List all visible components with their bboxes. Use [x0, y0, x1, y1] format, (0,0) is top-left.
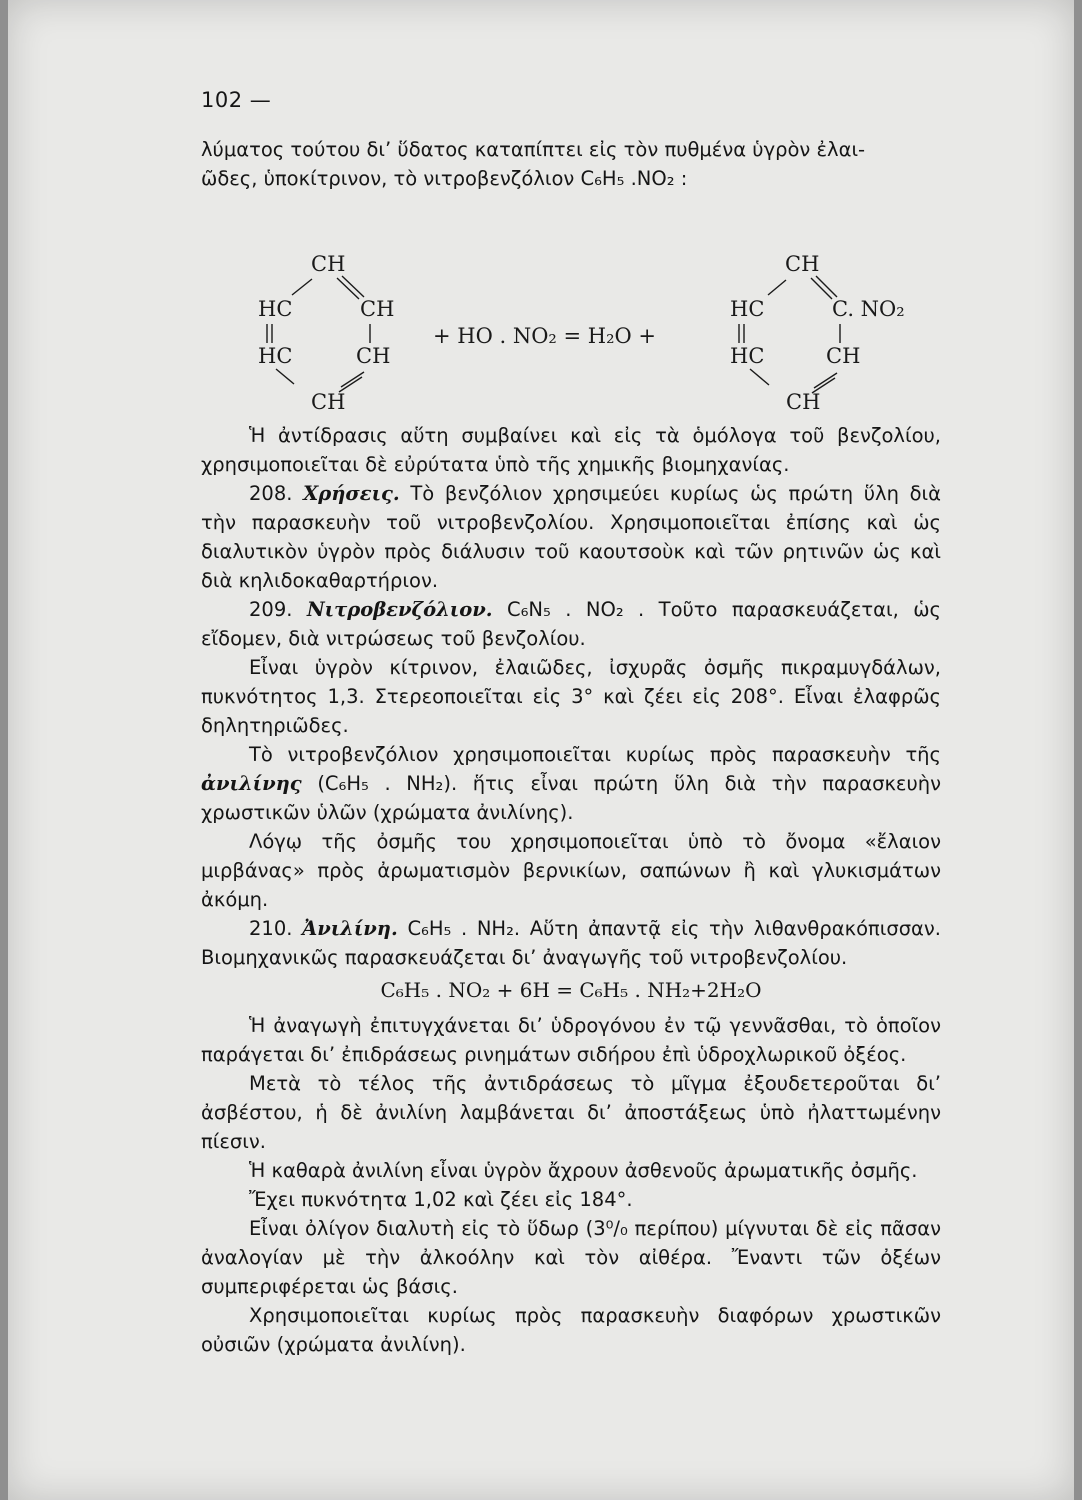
page-body [201, 135, 941, 1359]
section-210-title: Ἀνιλίνη. [302, 917, 398, 940]
intro-line-1: λύματος τούτου δι’ ὕδατος καταπίπτει εἰς τὸν πυθμένα ὑγρὸν ἐλαι- [201, 138, 866, 161]
section-208-title: Χρήσεις. [303, 482, 400, 505]
section-209-number: 209. [249, 598, 293, 621]
benzene-structure [258, 252, 394, 414]
reaction-diagram [201, 193, 941, 421]
section-209-text: C₆N₅ . NO₂ . Τοῦτο παρασκευάζεται, ὡς εἴδομεν, διὰ νιτρώσεως τοῦ βενζολίου. [201, 598, 942, 650]
nitrobenzene-bottom: CH [786, 390, 821, 414]
paragraph-solubility: Εἶναι ὀλίγον διαλυτὴ εἰς τὸ ὕδωρ (3⁰/₀ περίπου) μίγνυται δὲ εἰς πᾶσαν ἀναλογίαν μὲ τὴν ἀλκοόλην καὶ τὸν αἰθέρα. Ἔναντι τῶν ὀξέων συμπεριφέρεται ὡς βάσις. [201, 1217, 941, 1298]
nitrobenzene-top: CH [785, 252, 820, 276]
nitrobenzene-right-upper: C. NO₂ [832, 297, 905, 321]
benzene-top: CH [311, 252, 346, 276]
paragraph-aniline-use [201, 740, 941, 827]
section-209-title: Νιτροβενζόλιον. [306, 598, 493, 621]
paragraph-density: Ἔχει πυκνότητα 1,02 καὶ ζέει εἰς 184°. [249, 1188, 633, 1211]
section-209 [201, 595, 941, 653]
section-208 [201, 479, 941, 595]
nitrobenzene-left-upper: HC [730, 297, 765, 321]
section-208-number: 208. [249, 482, 293, 505]
reaction-middle: + HO . NO₂ = H₂O + [433, 324, 657, 348]
paragraph-reduction: Ἡ ἀναγωγὴ ἐπιτυγχάνεται δι’ ὑδρογόνου ἐν τῷ γεννᾶσθαι, τὸ ὁποῖον παράγεται δι’ ἐπιδράσεως ρινημάτων σιδήρου ἐπὶ ὑδροχλωρικοῦ ὀξέος. [201, 1014, 941, 1066]
aniline-use-after: (C₆H₅ . NH₂). ἥτις εἶναι πρώτη ὕλη διὰ τὴν παρασκευὴν χρωστικῶν ὑλῶν (χρώματα ἀνιλίνης). [201, 772, 942, 824]
page-number: 102 — [201, 88, 272, 112]
intro-line-2: ῶδες, ὑποκίτρινον, τὸ νιτροβενζόλιον C₆H₅ .NO₂ : [201, 167, 688, 190]
section-210-text: C₆H₅ . NH₂. Αὕτη ἀπαντᾷ εἰς τὴν λιθανθρακόπισσαν. Βιομηχανικῶς παρασκευάζεται δι’ ἀναγωγῆς τοῦ νιτροβενζολίου. [201, 917, 941, 969]
paragraph-pure-aniline: Ἡ καθαρὰ ἀνιλίνη εἶναι ὑγρὸν ἄχρουν ἀσθενοῦς ἀρωματικῆς ὀσμῆς. [249, 1159, 918, 1182]
benzene-bottom: CH [311, 390, 346, 414]
paragraph-mirbane: Λόγῳ τῆς ὀσμῆς του χρησιμοποιεῖται ὑπὸ τὸ ὄνομα «ἔλαιον μιρβάνας» πρὸς ἀρωματισμὸν βερνικίων, σαπώνων ἢ καὶ γλυκισμάτων ἀκόμη. [201, 830, 941, 911]
paragraph-dyes: Χρησιμοποιεῖται κυρίως πρὸς παρασκευὴν διαφόρων χρωστικῶν οὐσιῶν (χρώματα ἀνιλίνη). [201, 1304, 941, 1356]
nitrobenzene-left-lower: HC [730, 344, 765, 368]
section-208-text: Τὸ βενζόλιον χρησιμεύει κυρίως ὡς πρώτη ὕλη διὰ τὴν παρασκευὴν τοῦ νιτροβενζολίου. Χρησιμοποιεῖται ἐπίσης καὶ ὡς διαλυτικὸν ὑγρὸν πρὸς διάλυσιν τοῦ καουτσοὺκ καὶ τῶν ρητινῶν ὡς καὶ διὰ κηλιδοκαθαρτήριον. [201, 482, 941, 592]
book-page [8, 0, 1074, 1500]
nitrobenzene-structure [730, 252, 905, 414]
benzene-left-upper: HC [258, 297, 293, 321]
reaction-svg [8, 183, 1082, 418]
benzene-right-upper: CH [360, 297, 395, 321]
paragraph-homologues: Ἡ ἀντίδρασις αὕτη συμβαίνει καὶ εἰς τὰ ὁμόλογα τοῦ βενζολίου, χρησιμοποιεῖται δὲ εὐρύτατα ὑπὸ τῆς χημικῆς βιομηχανίας. [201, 424, 941, 476]
benzene-left-lower: HC [258, 344, 293, 368]
paragraph-neutralization: Μετὰ τὸ τέλος τῆς ἀντιδράσεως τὸ μῖγμα ἐξουδετεροῦται δι’ ἀσβέστου, ἡ δὲ ἀνιλίνη λαμβάνεται δι’ ἀποστάξεως ὑπὸ ἠλαττωμένην πίεσιν. [201, 1072, 941, 1153]
section-210 [201, 914, 941, 972]
section-210-number: 210. [249, 917, 293, 940]
benzene-right-lower: CH [356, 344, 391, 368]
aniline-use-before: Τὸ νιτροβενζόλιον χρησιμοποιεῖται κυρίως πρὸς παρασκευὴν τῆς [249, 743, 941, 766]
paragraph-properties: Εἶναι ὑγρὸν κίτρινον, ἐλαιῶδες, ἰσχυρᾶς ὀσμῆς πικραμυγδάλων, πυκνότητος 1,3. Στερεοποιεῖται εἰς 3° καὶ ζέει εἰς 208°. Εἶναι ἐλαφρῶς δηλητηριῶδες. [201, 656, 941, 737]
reduction-equation: C₆H₅ . NO₂ + 6H = C₆H₅ . NH₂+2H₂O [380, 978, 762, 1002]
nitrobenzene-right-lower: CH [826, 344, 861, 368]
aniline-term: ἀνιλίνης [201, 772, 302, 795]
